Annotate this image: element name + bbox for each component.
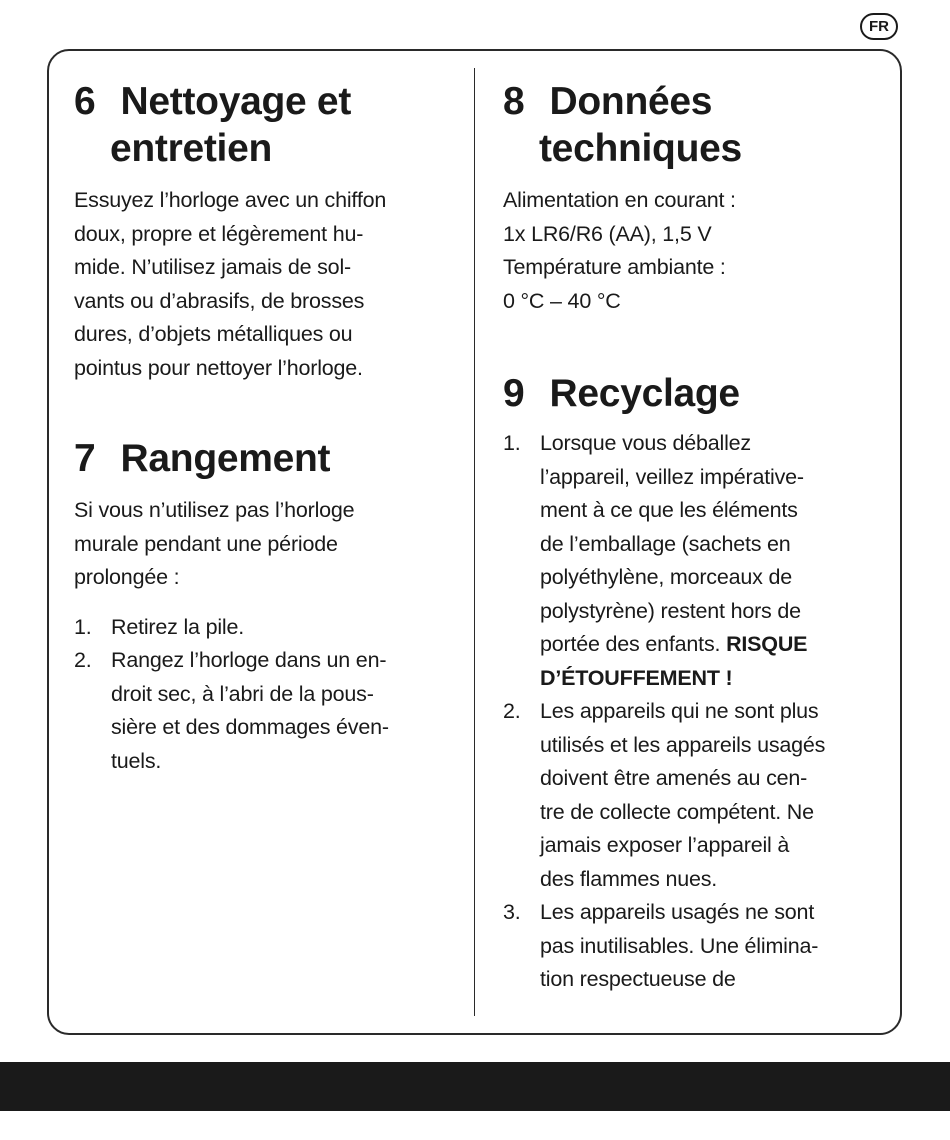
list-number: 2. [74,648,92,672]
section-title-line1: Nettoyage et [120,80,352,123]
text-line: murale pendant une période [74,531,338,556]
text-line: tuels. [111,748,162,773]
section-number: 6 [74,80,96,123]
list-number: 3. [503,900,521,924]
text-line: Rangez l’horloge dans un en- [111,648,387,672]
text-line: polyéthylène, morceaux de [540,565,792,589]
text-line: tre de collecte compétent. Ne [540,799,814,824]
text-line: pas inutilisables. Une élimina- [540,933,819,958]
recycling-list [503,427,873,997]
footer-bar [0,1062,950,1111]
text-line: pointus pour nettoyer l’horloge. [74,355,363,380]
technical-data-paragraph [503,184,873,318]
section-title-line2: techniques [539,127,742,170]
storage-list [74,611,459,779]
list-item [503,896,873,997]
text-line: Les appareils usagés ne sont [540,900,815,924]
text-line: des flammes nues. [540,866,718,891]
text-line: 0 °C – 40 °C [503,288,621,313]
section-number: 8 [503,80,525,123]
section-cleaning [74,78,459,385]
section-technical-data [503,78,873,318]
text-line: polystyrène) restent hors de [540,598,801,623]
storage-intro [74,494,459,595]
cleaning-paragraph [74,184,459,385]
text-line: sière et des dommages éven- [111,715,389,739]
list-item [503,427,873,695]
text-line: 1x LR6/R6 (AA), 1,5 V [503,221,712,246]
text-line: tion respectueuse de [540,967,736,991]
section-number: 7 [74,437,96,480]
text-line: Température ambiante : [503,255,726,279]
list-item [503,695,873,896]
section-heading-storage [74,435,459,482]
text-line: prolongée : [74,565,180,589]
section-heading-recycling [503,370,873,417]
list-number: 1. [503,431,521,455]
text-line: doux, propre et légèrement hu- [74,221,364,246]
text-line: Si vous n’utilisez pas l’horloge [74,498,355,522]
section-number: 9 [503,372,525,415]
text-line: utilisés et les appareils usagés [540,732,826,757]
warning-text: D’ÉTOUFFEMENT ! [540,665,733,690]
section-storage [74,435,459,778]
text-line: de l’emballage (sachets en [540,531,791,556]
left-column [74,78,459,778]
list-number: 1. [74,614,92,639]
text-line: portée des enfants. [540,632,721,656]
text-line: droit sec, à l’abri de la pous- [111,681,374,706]
language-badge: FR [860,13,898,40]
text-line: Lorsque vous déballez [540,431,751,455]
list-item [74,644,459,778]
text-line: jamais exposer l’appareil à [540,833,790,857]
section-heading-technical-data [503,78,873,172]
section-title-line1: Données [549,80,713,123]
text-line: Essuyez l’horloge avec un chiffon [74,188,387,212]
text-line: Retirez la pile. [111,614,245,639]
text-line: l’appareil, veillez impérative- [540,464,804,489]
list-number: 2. [503,699,521,723]
list-item [74,611,459,645]
warning-text: RISQUE [726,632,808,656]
text-line: Les appareils qui ne sont plus [540,699,819,723]
column-divider [474,68,475,1016]
section-title: Recyclage [549,372,740,415]
text-line: dures, d’objets métalliques ou [74,322,353,346]
section-recycling [503,370,873,997]
text-line: doivent être amenés au cen- [540,766,808,790]
text-line: ment à ce que les éléments [540,498,798,522]
text-line: Alimentation en courant : [503,188,736,212]
right-column [503,78,873,997]
section-title-line2: entretien [110,127,273,170]
section-heading-cleaning [74,78,459,172]
text-line: mide. N’utilisez jamais de sol- [74,255,351,279]
section-title: Rangement [120,437,331,480]
text-line: vants ou d’abrasifs, de brosses [74,288,365,313]
